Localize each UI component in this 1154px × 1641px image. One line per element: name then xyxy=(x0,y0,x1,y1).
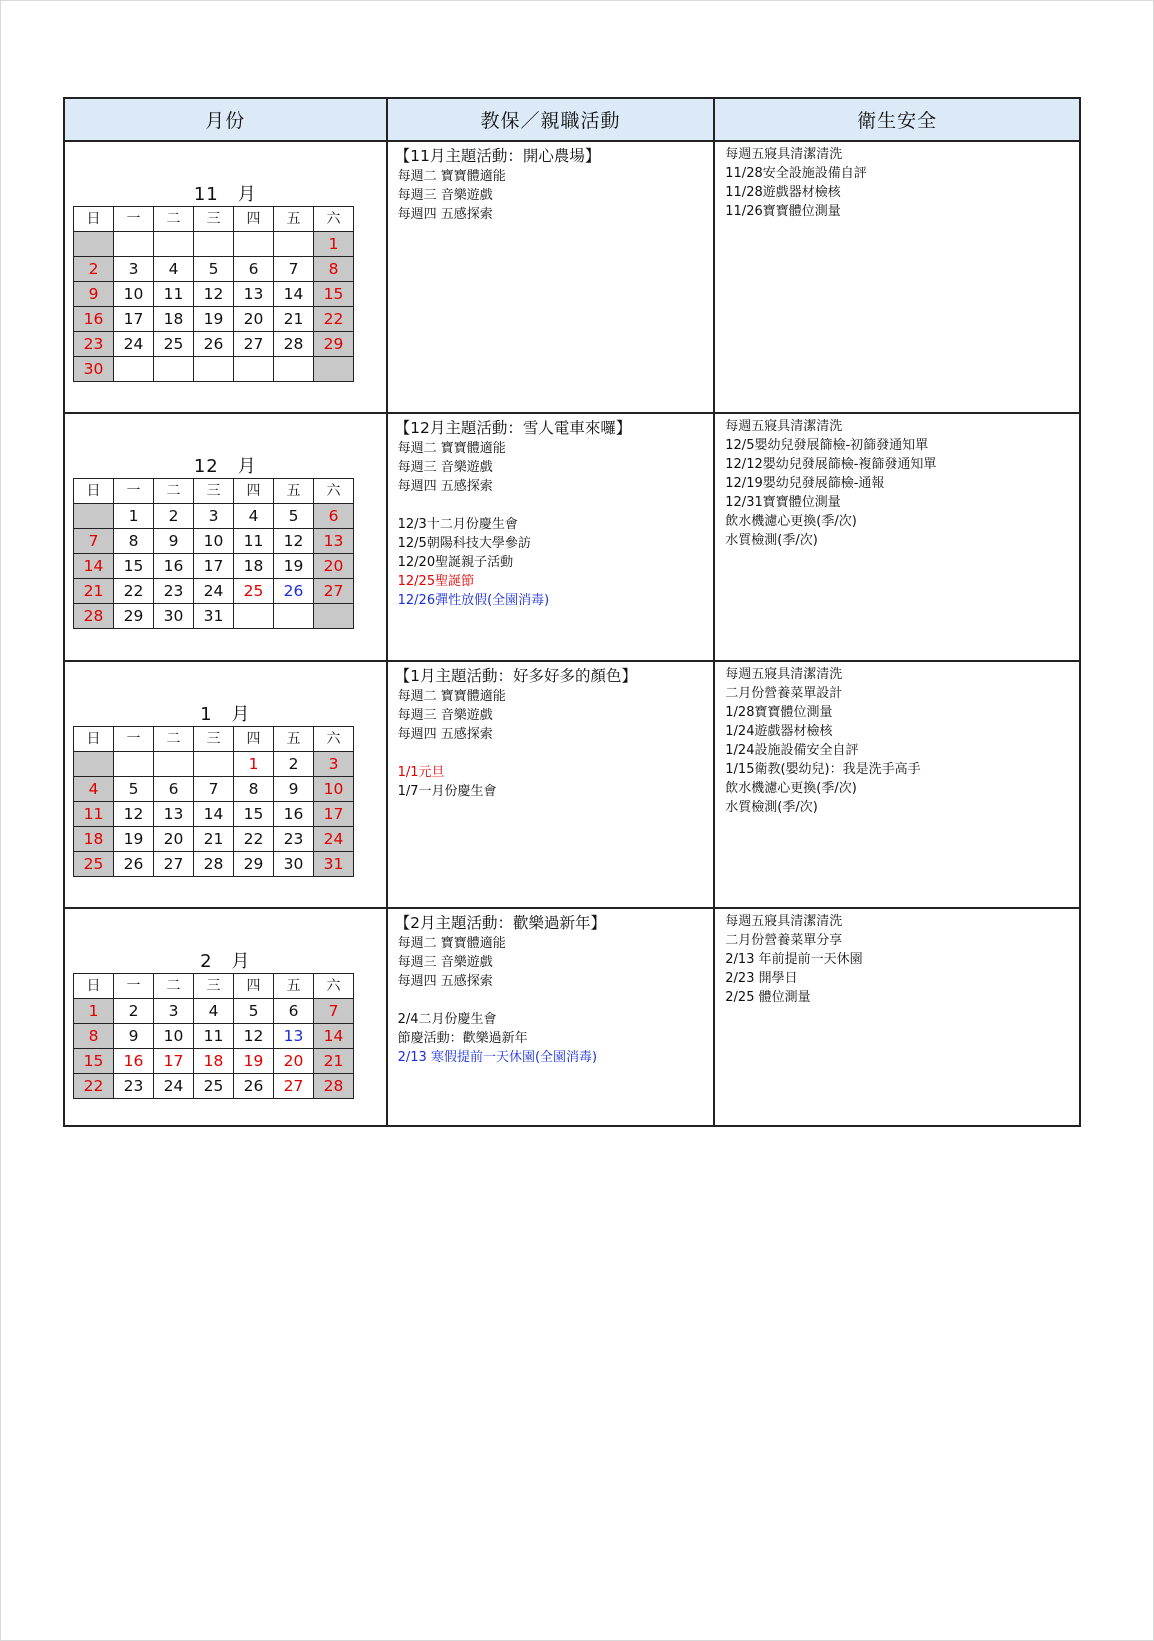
calendar-day: 16 xyxy=(274,802,314,827)
calendar-day: 3 xyxy=(114,257,154,282)
safety-item: 每週五寢具清潔清洗 xyxy=(725,914,843,929)
calendar-week-row xyxy=(74,282,354,307)
calendar-day: 15 xyxy=(314,282,354,307)
weekday-label: 五 xyxy=(274,727,314,752)
month-row-november xyxy=(64,141,1080,413)
weekday-label: 六 xyxy=(314,727,354,752)
activity-cell xyxy=(387,141,715,413)
calendar-day xyxy=(114,232,154,257)
safety-item: 12/5嬰幼兒發展篩檢-初篩發通知單 xyxy=(725,438,929,453)
calendar-day: 10 xyxy=(314,777,354,802)
calendar-day: 25 xyxy=(234,579,274,604)
calendar-day: 14 xyxy=(74,554,114,579)
weekday-label: 一 xyxy=(114,974,154,999)
calendar-day: 1 xyxy=(74,999,114,1024)
theme-title: 【2月主題活動：歡樂過新年】 xyxy=(394,914,606,932)
safety-cell xyxy=(714,661,1080,908)
calendar-day xyxy=(314,604,354,629)
safety-item: 每週五寢具清潔清洗 xyxy=(725,419,843,434)
spacer xyxy=(398,744,714,763)
calendar-day: 17 xyxy=(154,1049,194,1074)
calendar-day: 1 xyxy=(234,752,274,777)
theme-title: 【12月主題活動：雪人電車來囉】 xyxy=(394,419,632,437)
calendar-day: 28 xyxy=(194,852,234,877)
calendar-day: 23 xyxy=(74,332,114,357)
safety-cell xyxy=(714,413,1080,661)
activity-item: 每週二 寶寶體適能 xyxy=(397,689,506,704)
spacer xyxy=(398,991,714,1010)
calendar-day: 14 xyxy=(194,802,234,827)
weekday-label: 三 xyxy=(194,727,234,752)
calendar-day: 9 xyxy=(274,777,314,802)
calendar-day: 11 xyxy=(154,282,194,307)
activity-item: 1/1元旦 xyxy=(397,765,445,780)
activity-item: 12/20聖誕親子活動 xyxy=(397,555,514,570)
safety-list xyxy=(715,909,1079,1007)
weekday-label: 一 xyxy=(114,479,154,504)
calendar-day: 28 xyxy=(274,332,314,357)
month-row-january xyxy=(64,661,1080,908)
calendar-day: 22 xyxy=(114,579,154,604)
calendar-week-row xyxy=(74,357,354,382)
calendar-day xyxy=(154,752,194,777)
safety-item: 12/31寶寶體位測量 xyxy=(725,495,841,510)
weekday-label: 一 xyxy=(114,207,154,232)
month-row-december xyxy=(64,413,1080,661)
weekday-label: 二 xyxy=(154,974,194,999)
calendar-day xyxy=(194,752,234,777)
calendar-day xyxy=(154,232,194,257)
calendar-day: 21 xyxy=(314,1049,354,1074)
calendar-week-row xyxy=(74,529,354,554)
calendar-day: 15 xyxy=(234,802,274,827)
calendar-day: 8 xyxy=(314,257,354,282)
weekday-label: 五 xyxy=(274,207,314,232)
safety-item: 水質檢測(季/次) xyxy=(725,533,818,548)
activity-item: 每週二 寶寶體適能 xyxy=(397,936,506,951)
calendar-day: 2 xyxy=(154,504,194,529)
calendar-day: 19 xyxy=(114,827,154,852)
calendar-day: 22 xyxy=(314,307,354,332)
month-cell xyxy=(64,413,387,661)
schedule-body xyxy=(64,141,1080,1126)
calendar-day: 10 xyxy=(154,1024,194,1049)
activity-item: 12/5朝陽科技大學參訪 xyxy=(397,536,531,551)
month-cell xyxy=(64,141,387,413)
calendar-day xyxy=(274,604,314,629)
safety-item: 每週五寢具清潔清洗 xyxy=(725,147,843,162)
calendar-day: 13 xyxy=(154,802,194,827)
schedule-table xyxy=(63,97,1081,1127)
weekday-label: 五 xyxy=(274,974,314,999)
calendar-day: 13 xyxy=(314,529,354,554)
calendar-day: 20 xyxy=(154,827,194,852)
safety-item: 2/25 體位測量 xyxy=(725,990,811,1005)
calendar-day: 4 xyxy=(74,777,114,802)
calendar-week-row xyxy=(74,752,354,777)
header-activity: 教保／親職活動 xyxy=(387,98,715,141)
calendar-day: 12 xyxy=(234,1024,274,1049)
activity-item: 2/4二月份慶生會 xyxy=(397,1012,497,1027)
calendar-week-row xyxy=(74,554,354,579)
safety-item: 11/28安全設施設備自評 xyxy=(725,166,867,181)
calendar-day: 25 xyxy=(194,1074,234,1099)
safety-item: 水質檢測(季/次) xyxy=(725,800,818,815)
calendar-day: 3 xyxy=(314,752,354,777)
safety-item: 1/15衛教(嬰幼兒)：我是洗手高手 xyxy=(725,762,921,777)
calendar-day: 28 xyxy=(74,604,114,629)
calendar-day: 7 xyxy=(314,999,354,1024)
calendar-week-row xyxy=(74,1074,354,1099)
calendar-week-row xyxy=(74,802,354,827)
calendar-day: 9 xyxy=(154,529,194,554)
calendar-day: 10 xyxy=(114,282,154,307)
weekday-label: 日 xyxy=(74,207,114,232)
weekday-label: 二 xyxy=(154,727,194,752)
calendar-day: 11 xyxy=(234,529,274,554)
calendar-day: 18 xyxy=(74,827,114,852)
calendar-day: 28 xyxy=(314,1074,354,1099)
calendar-day: 13 xyxy=(274,1024,314,1049)
theme-title: 【1月主題活動：好多好多的顏色】 xyxy=(394,667,637,685)
theme-title: 【11月主題活動：開心農場】 xyxy=(394,147,601,165)
weekday-label: 四 xyxy=(234,974,274,999)
weekday-label: 六 xyxy=(314,974,354,999)
activity-list xyxy=(388,662,714,801)
safety-item: 二月份營養菜單設計 xyxy=(725,686,843,701)
calendar-day: 10 xyxy=(194,529,234,554)
calendar-day xyxy=(74,752,114,777)
safety-list xyxy=(715,662,1079,817)
calendar-day: 18 xyxy=(234,554,274,579)
activity-item: 每週三 音樂遊戲 xyxy=(397,708,493,723)
calendar-week-row xyxy=(74,852,354,877)
safety-list xyxy=(715,142,1079,221)
weekday-label: 一 xyxy=(114,727,154,752)
calendar-day: 7 xyxy=(194,777,234,802)
calendar-day: 31 xyxy=(314,852,354,877)
weekday-label: 日 xyxy=(74,727,114,752)
activity-item: 節慶活動：歡樂過新年 xyxy=(397,1031,528,1046)
calendar-day xyxy=(114,357,154,382)
safety-item: 12/12嬰幼兒發展篩檢-複篩發通知單 xyxy=(725,457,937,472)
weekday-label: 三 xyxy=(194,974,234,999)
mini-calendar xyxy=(73,973,354,1099)
calendar-day: 11 xyxy=(194,1024,234,1049)
calendar-week-row xyxy=(74,332,354,357)
calendar-day: 29 xyxy=(234,852,274,877)
calendar-day: 18 xyxy=(154,307,194,332)
mini-calendar xyxy=(73,206,354,382)
calendar-day: 27 xyxy=(314,579,354,604)
activity-list xyxy=(388,909,714,1067)
safety-item: 11/28遊戲器材檢核 xyxy=(725,185,841,200)
calendar-day xyxy=(234,232,274,257)
calendar-day: 1 xyxy=(114,504,154,529)
calendar-day: 24 xyxy=(114,332,154,357)
calendar-day: 4 xyxy=(194,999,234,1024)
calendar-day: 12 xyxy=(114,802,154,827)
mini-calendar xyxy=(73,726,354,877)
activity-item: 12/3十二月份慶生會 xyxy=(397,517,518,532)
calendar-day: 22 xyxy=(234,827,274,852)
calendar-day: 21 xyxy=(194,827,234,852)
calendar-day: 23 xyxy=(154,579,194,604)
activity-list xyxy=(388,142,714,224)
calendar-day: 6 xyxy=(154,777,194,802)
calendar-day: 19 xyxy=(194,307,234,332)
weekday-label: 五 xyxy=(274,479,314,504)
month-cell xyxy=(64,908,387,1126)
activity-item: 每週三 音樂遊戲 xyxy=(397,955,493,970)
activity-list xyxy=(388,414,714,610)
calendar-day: 8 xyxy=(114,529,154,554)
calendar-day: 27 xyxy=(154,852,194,877)
calendar-day: 21 xyxy=(274,307,314,332)
safety-item: 1/24遊戲器材檢核 xyxy=(725,724,833,739)
safety-item: 2/23 開學日 xyxy=(725,971,798,986)
calendar-week-row xyxy=(74,1024,354,1049)
safety-item: 11/26寶寶體位測量 xyxy=(725,204,841,219)
calendar-day: 17 xyxy=(314,802,354,827)
calendar-day: 24 xyxy=(154,1074,194,1099)
activity-item: 每週四 五感探索 xyxy=(397,727,493,742)
calendar-day: 27 xyxy=(234,332,274,357)
safety-item: 1/24設施設備安全自評 xyxy=(725,743,859,758)
calendar-day: 23 xyxy=(274,827,314,852)
weekday-header-row xyxy=(74,207,354,232)
weekday-header-row xyxy=(74,479,354,504)
calendar-day: 6 xyxy=(314,504,354,529)
calendar-day: 4 xyxy=(234,504,274,529)
month-cell xyxy=(64,661,387,908)
calendar-day: 26 xyxy=(274,579,314,604)
calendar-day: 19 xyxy=(234,1049,274,1074)
weekday-label: 四 xyxy=(234,727,274,752)
weekday-label: 二 xyxy=(154,207,194,232)
calendar-day xyxy=(154,357,194,382)
weekday-label: 四 xyxy=(234,479,274,504)
calendar-day: 20 xyxy=(314,554,354,579)
safety-item: 飲水機濾心更換(季/次) xyxy=(725,514,857,529)
calendar-day: 5 xyxy=(274,504,314,529)
calendar-day: 31 xyxy=(194,604,234,629)
calendar-week-row xyxy=(74,504,354,529)
month-title: 2 月 xyxy=(200,951,251,972)
safety-item: 2/13 年前提前一天休園 xyxy=(725,952,863,967)
weekday-header-row xyxy=(74,974,354,999)
calendar-day: 25 xyxy=(74,852,114,877)
calendar-day: 16 xyxy=(74,307,114,332)
calendar-day xyxy=(274,357,314,382)
calendar-day xyxy=(74,504,114,529)
calendar-day: 24 xyxy=(314,827,354,852)
weekday-label: 四 xyxy=(234,207,274,232)
header-safety: 衛生安全 xyxy=(714,98,1080,141)
calendar-day: 12 xyxy=(274,529,314,554)
activity-item: 每週四 五感探索 xyxy=(397,479,493,494)
calendar-day: 5 xyxy=(194,257,234,282)
calendar-day: 23 xyxy=(114,1074,154,1099)
calendar-day: 6 xyxy=(274,999,314,1024)
calendar-day: 30 xyxy=(74,357,114,382)
calendar-day: 27 xyxy=(274,1074,314,1099)
calendar-day xyxy=(114,752,154,777)
calendar-day: 8 xyxy=(74,1024,114,1049)
calendar-week-row xyxy=(74,827,354,852)
calendar-day: 20 xyxy=(234,307,274,332)
calendar-day: 3 xyxy=(194,504,234,529)
weekday-label: 日 xyxy=(74,479,114,504)
calendar-day: 29 xyxy=(314,332,354,357)
weekday-label: 三 xyxy=(194,479,234,504)
calendar-day: 5 xyxy=(234,999,274,1024)
safety-cell xyxy=(714,141,1080,413)
safety-list xyxy=(715,414,1079,550)
calendar-day: 11 xyxy=(74,802,114,827)
calendar-week-row xyxy=(74,604,354,629)
calendar-day: 16 xyxy=(114,1049,154,1074)
activity-item: 每週二 寶寶體適能 xyxy=(397,169,506,184)
weekday-label: 六 xyxy=(314,479,354,504)
calendar-week-row xyxy=(74,579,354,604)
calendar-week-row xyxy=(74,999,354,1024)
activity-item: 每週二 寶寶體適能 xyxy=(397,441,506,456)
calendar-day: 8 xyxy=(234,777,274,802)
safety-cell xyxy=(714,908,1080,1126)
weekday-label: 日 xyxy=(74,974,114,999)
weekday-label: 三 xyxy=(194,207,234,232)
calendar-day: 2 xyxy=(274,752,314,777)
calendar-day xyxy=(314,357,354,382)
month-title: 12 月 xyxy=(193,456,257,477)
activity-item: 每週四 五感探索 xyxy=(397,974,493,989)
calendar-day: 26 xyxy=(194,332,234,357)
calendar-day: 4 xyxy=(154,257,194,282)
safety-item: 每週五寢具清潔清洗 xyxy=(725,667,843,682)
calendar-day: 21 xyxy=(74,579,114,604)
calendar-day: 26 xyxy=(234,1074,274,1099)
calendar-day: 25 xyxy=(154,332,194,357)
calendar-day xyxy=(194,232,234,257)
calendar-day: 29 xyxy=(114,604,154,629)
safety-item: 1/28寶寶體位測量 xyxy=(725,705,833,720)
calendar-day: 19 xyxy=(274,554,314,579)
calendar-day xyxy=(194,357,234,382)
activity-cell xyxy=(387,413,715,661)
safety-item: 12/19嬰幼兒發展篩檢-通報 xyxy=(725,476,885,491)
activity-item: 每週三 音樂遊戲 xyxy=(397,460,493,475)
calendar-day: 7 xyxy=(74,529,114,554)
calendar-day xyxy=(234,357,274,382)
calendar-day xyxy=(74,232,114,257)
calendar-day: 7 xyxy=(274,257,314,282)
calendar-day: 22 xyxy=(74,1074,114,1099)
calendar-day: 9 xyxy=(74,282,114,307)
calendar-day: 24 xyxy=(194,579,234,604)
calendar-day: 17 xyxy=(194,554,234,579)
month-title: 11 月 xyxy=(193,184,257,205)
calendar-day: 18 xyxy=(194,1049,234,1074)
header-row xyxy=(64,98,1080,141)
calendar-day xyxy=(234,604,274,629)
calendar-week-row xyxy=(74,257,354,282)
weekday-label: 二 xyxy=(154,479,194,504)
calendar-day: 15 xyxy=(74,1049,114,1074)
safety-item: 二月份營養菜單分享 xyxy=(725,933,843,948)
activity-item: 1/7一月份慶生會 xyxy=(397,784,497,799)
calendar-week-row xyxy=(74,777,354,802)
calendar-day: 2 xyxy=(74,257,114,282)
activity-item: 2/13 寒假提前一天休園(全園消毒) xyxy=(397,1050,598,1065)
calendar-day: 3 xyxy=(154,999,194,1024)
calendar-week-row xyxy=(74,1049,354,1074)
activity-item: 12/25聖誕節 xyxy=(397,574,475,589)
activity-item: 每週四 五感探索 xyxy=(397,207,493,222)
calendar-day: 14 xyxy=(274,282,314,307)
activity-cell xyxy=(387,908,715,1126)
calendar-day: 20 xyxy=(274,1049,314,1074)
calendar-day: 30 xyxy=(274,852,314,877)
header-month: 月份 xyxy=(64,98,387,141)
activity-item: 每週三 音樂遊戲 xyxy=(397,188,493,203)
weekday-label: 六 xyxy=(314,207,354,232)
calendar-week-row xyxy=(74,232,354,257)
calendar-day: 13 xyxy=(234,282,274,307)
month-title: 1 月 xyxy=(200,704,251,725)
calendar-day: 12 xyxy=(194,282,234,307)
calendar-day: 30 xyxy=(154,604,194,629)
calendar-week-row xyxy=(74,307,354,332)
activity-item: 12/26彈性放假(全園消毒) xyxy=(397,593,550,608)
calendar-day: 9 xyxy=(114,1024,154,1049)
calendar-day: 5 xyxy=(114,777,154,802)
calendar-day: 16 xyxy=(154,554,194,579)
calendar-day: 1 xyxy=(314,232,354,257)
weekday-header-row xyxy=(74,727,354,752)
activity-cell xyxy=(387,661,715,908)
calendar-day xyxy=(274,232,314,257)
calendar-day: 6 xyxy=(234,257,274,282)
calendar-day: 15 xyxy=(114,554,154,579)
calendar-day: 2 xyxy=(114,999,154,1024)
mini-calendar xyxy=(73,478,354,629)
calendar-day: 14 xyxy=(314,1024,354,1049)
spacer xyxy=(398,496,714,515)
month-row-february xyxy=(64,908,1080,1126)
calendar-day: 17 xyxy=(114,307,154,332)
calendar-day: 26 xyxy=(114,852,154,877)
safety-item: 飲水機濾心更換(季/次) xyxy=(725,781,857,796)
